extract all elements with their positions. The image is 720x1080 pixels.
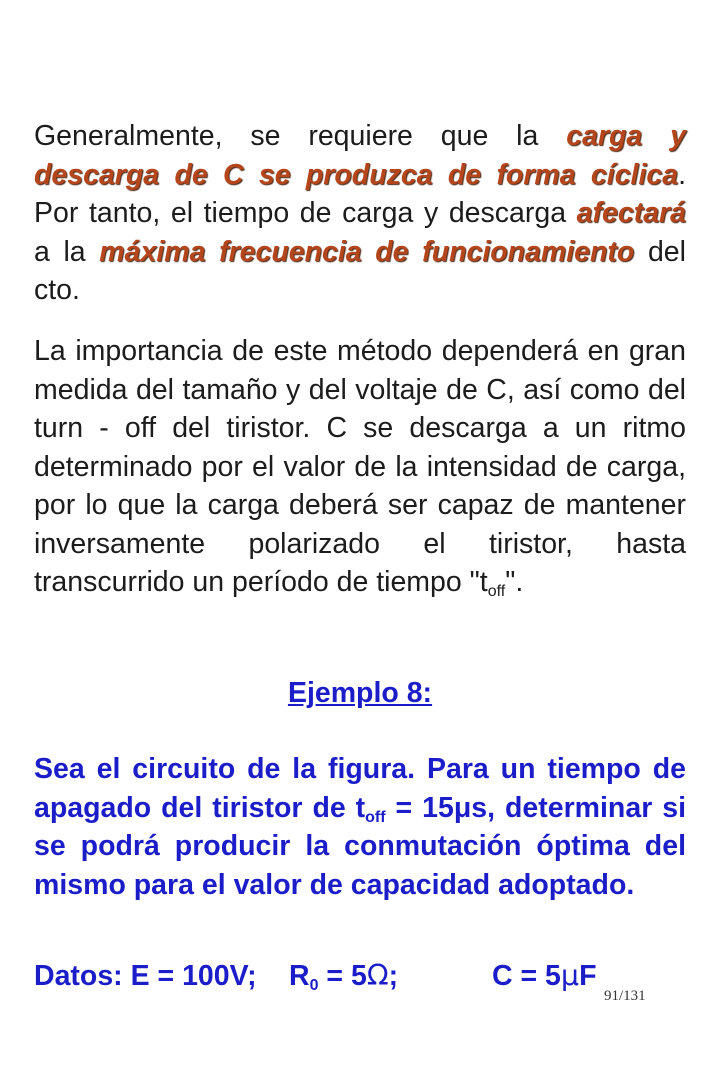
paragraph2-text: La importancia de este método dependerá en gran medida del tamaño y del voltaje de C, así como del turn - off del tiristor. C se descarga a un ritmo determinado por el valor de la intensidad de carga, por lo que la carga deberá ser capaz de mantener inversamente polarizado el tiristor, hasta transcurrido un período de tiempo "t: [34, 335, 686, 598]
resistance-symbol: R: [289, 960, 310, 992]
example-toff-subscript: off: [365, 808, 386, 826]
paragraph1-text-3: a la: [34, 235, 100, 268]
example-statement: [34, 750, 686, 904]
resistance-value: = 5: [318, 960, 367, 992]
resistance-subscript: 0: [309, 977, 319, 994]
resistance-end: ;: [388, 960, 399, 992]
data-voltage: Datos: E = 100V;: [34, 960, 257, 992]
ohm-symbol: Ω: [366, 959, 389, 992]
capacitance-value: C = 5: [492, 960, 561, 992]
paragraph1-text-1: Generalmente, se requiere que la: [34, 120, 567, 152]
paragraph-method-importance: [34, 332, 686, 602]
paragraph1-text-2: . Por tanto, el tiempo de carga y descarga: [34, 158, 686, 229]
micro-symbol: μ: [560, 959, 580, 992]
paragraph2-end: ".: [505, 566, 524, 598]
data-resistance: [289, 956, 492, 996]
paragraph1-text-4: del cto.: [34, 235, 686, 306]
page-number: 91/131: [604, 988, 646, 1004]
highlight-affect: afectará: [576, 197, 686, 229]
data-line: [34, 956, 596, 996]
example-heading: Ejemplo 8:: [287, 677, 433, 709]
highlight-max-frequency: máxima frecuencia de funcionamiento: [99, 235, 635, 268]
example-text-1: Sea el circuito de la figura. Para un tiempo de apagado del tiristor de t: [34, 753, 686, 824]
capacitance-unit: F: [579, 960, 597, 992]
paragraph-charge-discharge: [34, 117, 686, 310]
toff-subscript: off: [487, 583, 506, 600]
example-text-2: = 15μs, determinar si se podrá producir la conmutación óptima del mismo para el valor de capacidad adoptado.: [34, 791, 686, 901]
highlight-cyclic-charge: carga y descarga de C se produzca de forma cíclica: [34, 120, 686, 191]
data-capacitance: [492, 956, 596, 996]
